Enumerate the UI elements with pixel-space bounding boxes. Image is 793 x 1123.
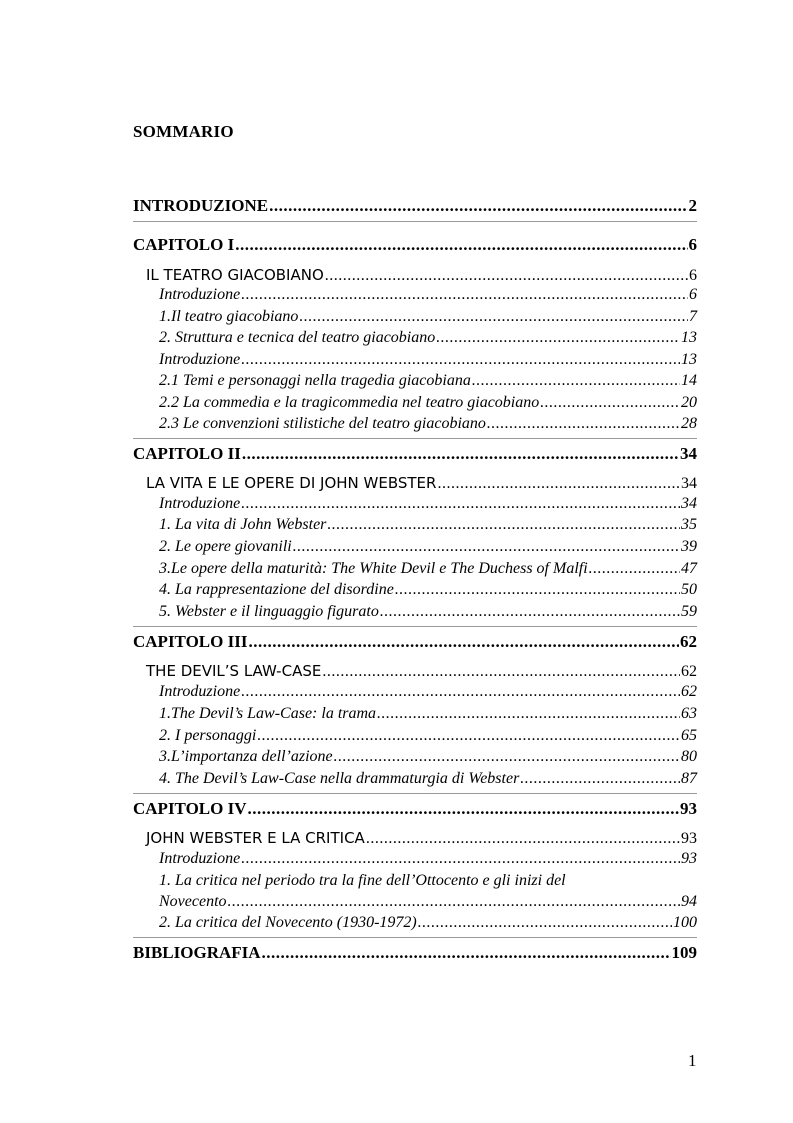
toc-entry-title: 2. Struttura e tecnica del teatro giacobiano xyxy=(159,329,436,346)
dot-leader xyxy=(395,581,680,599)
toc-entry-section[interactable] xyxy=(146,662,697,681)
dot-leader xyxy=(228,893,680,911)
toc-entry-page: 62 xyxy=(681,683,697,700)
toc-entry-title: 1. La vita di John Webster xyxy=(159,516,327,533)
toc-entry-title: 2. La critica del Novecento (1930-1972) xyxy=(159,914,417,931)
divider xyxy=(133,626,697,627)
dot-leader xyxy=(540,394,680,412)
toc-entry-capitolo-1[interactable] xyxy=(133,235,697,255)
toc-entry-page: 6 xyxy=(688,235,697,254)
dot-leader xyxy=(241,495,680,513)
toc-entry-subsection[interactable] xyxy=(159,415,697,433)
toc-entry-title: CAPITOLO III xyxy=(133,632,248,651)
toc-entry-subsection[interactable] xyxy=(159,286,697,304)
dot-leader xyxy=(248,632,679,652)
dot-leader xyxy=(334,748,680,766)
toc-entry-page: 2 xyxy=(688,196,697,215)
toc-entry-title: CAPITOLO I xyxy=(133,235,235,254)
toc-entry-page: 63 xyxy=(681,705,697,722)
toc-entry-page: 7 xyxy=(689,308,697,325)
toc-entry-page: 6 xyxy=(689,286,697,303)
toc-entry-page: 93 xyxy=(681,830,697,847)
toc-entry-subsection[interactable] xyxy=(159,394,697,412)
toc-entry-page: 13 xyxy=(681,351,697,368)
dot-leader xyxy=(269,196,687,216)
dot-leader xyxy=(235,235,687,255)
divider xyxy=(133,937,697,938)
toc-entry-capitolo-3[interactable] xyxy=(133,632,697,652)
toc-entry-page: 87 xyxy=(681,770,697,787)
toc-entry-section[interactable] xyxy=(146,474,697,493)
toc-entry-title: JOHN WEBSTER E LA CRITICA xyxy=(146,829,365,847)
toc-entry-page: 35 xyxy=(681,516,697,533)
toc-entry-page: 34 xyxy=(681,495,697,512)
dot-leader xyxy=(241,683,680,701)
toc-entry-title: 2.3 Le convenzioni stilistiche del teatro giacobiano xyxy=(159,415,486,432)
toc-entry-subsection[interactable] xyxy=(159,538,697,556)
toc-entry-page: 50 xyxy=(681,581,697,598)
dot-leader xyxy=(487,415,680,433)
toc-entry-title: 2.1 Temi e personaggi nella tragedia giacobiana xyxy=(159,372,471,389)
dot-leader xyxy=(589,560,680,578)
dot-leader xyxy=(377,705,680,723)
dot-leader xyxy=(380,603,680,621)
toc-entry-title: BIBLIOGRAFIA xyxy=(133,943,261,962)
toc-entry-title: INTRODUZIONE xyxy=(133,196,269,215)
toc-entry-title: Introduzione xyxy=(159,286,241,303)
toc-entry-subsection[interactable] xyxy=(159,372,697,390)
dot-leader xyxy=(262,943,671,963)
toc-entry-subsection[interactable] xyxy=(159,495,697,513)
toc-entry-subsection[interactable] xyxy=(159,727,697,745)
dot-leader xyxy=(241,286,688,304)
toc-entry-page: 20 xyxy=(681,394,697,411)
toc-entry-subsection[interactable] xyxy=(159,308,697,326)
toc-entry-title: CAPITOLO IV xyxy=(133,799,247,818)
toc-entry-title: THE DEVIL’S LAW-CASE xyxy=(146,662,322,680)
toc-entry-title: 2. Le opere giovanili xyxy=(159,538,292,555)
toc-entry-capitolo-4[interactable] xyxy=(133,799,697,819)
toc-entry-subsection[interactable] xyxy=(159,770,697,788)
toc-entry-page: 14 xyxy=(681,372,697,389)
toc-entry-page: 80 xyxy=(681,748,697,765)
toc-entry-capitolo-2[interactable] xyxy=(133,444,697,464)
toc-entry-page: 6 xyxy=(689,267,697,284)
toc-entry-subsection[interactable] xyxy=(159,748,697,766)
dot-leader xyxy=(299,308,688,326)
toc-entry-page: 93 xyxy=(680,799,697,818)
dot-leader xyxy=(257,727,680,745)
toc-entry-subsection[interactable] xyxy=(159,560,697,578)
toc-entry-subsection[interactable] xyxy=(159,705,697,723)
toc-entry-title: 2.2 La commedia e la tragicommedia nel teatro giacobiano xyxy=(159,394,540,411)
toc-entry-page: 62 xyxy=(681,663,697,680)
dot-leader xyxy=(366,830,680,848)
dot-leader xyxy=(242,444,679,464)
divider xyxy=(133,221,697,222)
toc-entry-title: IL TEATRO GIACOBIANO xyxy=(146,266,324,284)
dot-leader xyxy=(293,538,680,556)
dot-leader xyxy=(325,267,688,285)
toc-entry-page: 65 xyxy=(681,727,697,744)
toc-entry-title: LA VITA E LE OPERE DI JOHN WEBSTER xyxy=(146,474,437,492)
toc-entry-title: Novecento xyxy=(159,893,227,910)
toc-entry-page: 109 xyxy=(671,943,697,962)
divider xyxy=(133,793,697,794)
dot-leader xyxy=(241,850,680,868)
dot-leader xyxy=(241,351,680,369)
toc-entry-subsection[interactable] xyxy=(159,603,697,621)
toc-entry-page: 93 xyxy=(681,850,697,867)
dot-leader xyxy=(472,372,680,390)
dot-leader xyxy=(327,516,680,534)
dot-leader xyxy=(418,914,672,932)
toc-entry-subsection[interactable] xyxy=(159,351,697,369)
toc-entry-title: 5. Webster e il linguaggio figurato xyxy=(159,603,379,620)
toc-entry-subsection[interactable] xyxy=(159,850,697,868)
toc-entry-title: 4. The Devil’s Law-Case nella drammaturgia di Webster xyxy=(159,770,520,787)
toc-entry-bibliografia[interactable] xyxy=(133,943,697,963)
toc-entry-subsection[interactable] xyxy=(159,329,697,347)
toc-entry-page: 13 xyxy=(681,329,697,346)
toc-entry-page: 62 xyxy=(680,632,697,651)
toc-entry-title: 2. I personaggi xyxy=(159,727,257,744)
toc-entry-subsection[interactable] xyxy=(159,683,697,701)
toc-entry-title: 1.Il teatro giacobiano xyxy=(159,308,299,325)
toc-entry-page: 34 xyxy=(681,475,697,492)
toc-entry-section[interactable] xyxy=(146,829,697,848)
dot-leader xyxy=(322,663,680,681)
toc-entry-title: Introduzione xyxy=(159,495,241,512)
toc-entry-introduzione[interactable] xyxy=(133,196,697,216)
toc-entry-page: 59 xyxy=(681,603,697,620)
page-title: SOMMARIO xyxy=(133,122,234,141)
toc-entry-page: 39 xyxy=(681,538,697,555)
toc-entry-title-line[interactable]: 1. La critica nel periodo tra la fine dell’Ottocento e gli inizi del xyxy=(159,872,566,889)
toc-entry-title: 4. La rappresentazione del disordine xyxy=(159,581,394,598)
dot-leader xyxy=(436,329,680,347)
toc-entry-title: Introduzione xyxy=(159,683,241,700)
toc-entry-title: 3.L’importanza dell’azione xyxy=(159,748,333,765)
page-number: 1 xyxy=(688,1051,697,1070)
toc-entry-page: 34 xyxy=(680,444,697,463)
toc-entry-page: 100 xyxy=(673,914,697,931)
toc-entry-subsection[interactable] xyxy=(159,893,697,911)
toc-entry-subsection[interactable] xyxy=(159,914,697,932)
toc-entry-subsection[interactable] xyxy=(159,581,697,599)
toc-entry-section[interactable] xyxy=(146,266,697,285)
toc-entry-title: Introduzione xyxy=(159,850,241,867)
toc-entry-title: CAPITOLO II xyxy=(133,444,241,463)
toc-entry-subsection[interactable] xyxy=(159,516,697,534)
toc-entry-title: Introduzione xyxy=(159,351,241,368)
toc-entry-title: 1.The Devil’s Law-Case: la trama xyxy=(159,705,377,722)
toc-entry-page: 94 xyxy=(681,893,697,910)
dot-leader xyxy=(248,799,679,819)
dot-leader xyxy=(437,475,680,493)
toc-entry-page: 28 xyxy=(681,415,697,432)
toc-entry-title: 3.Le opere della maturità: The White Devil e The Duchess of Malfi xyxy=(159,560,588,577)
divider xyxy=(133,438,697,439)
dot-leader xyxy=(520,770,680,788)
toc-entry-page: 47 xyxy=(681,560,697,577)
